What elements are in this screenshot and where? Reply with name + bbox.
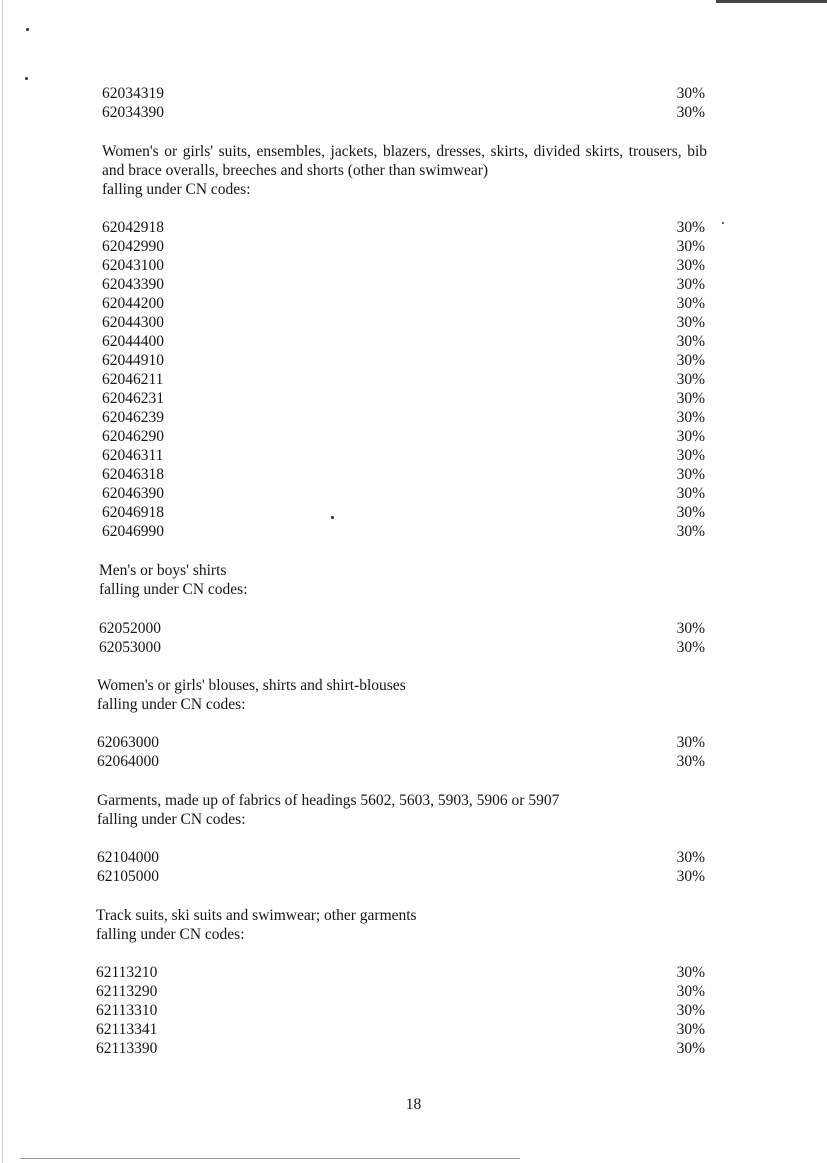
- code-row: [102, 408, 705, 427]
- category-description: Women's or girls' suits, ensembles, jackets, blazers, dresses, skirts, divided skirts, trousers, bib and brace overalls, breeches and shorts (other than swimwear): [102, 143, 707, 179]
- category-description: Women's or girls' blouses, shirts and shirt-blouses: [97, 677, 406, 694]
- cn-code: 62113310: [96, 1002, 158, 1019]
- cn-code: 62043100: [102, 257, 164, 274]
- duty-rate: 30%: [676, 447, 705, 464]
- cn-code: 62113210: [96, 964, 158, 981]
- cn-code: 62042990: [102, 238, 164, 255]
- code-row: [102, 351, 705, 370]
- cn-code: 62046918: [102, 504, 164, 521]
- code-row: [102, 465, 705, 484]
- scan-left-edge: [2, 0, 3, 1163]
- cn-code: 62034390: [102, 104, 164, 121]
- duty-rate: 30%: [676, 504, 705, 521]
- code-row: [102, 522, 705, 541]
- duty-rate: 30%: [676, 620, 705, 637]
- category-description: Men's or boys' shirts: [99, 562, 227, 579]
- category-description: Garments, made up of fabrics of headings 5602, 5603, 5903, 5906 or 5907: [97, 792, 560, 809]
- duty-rate: 30%: [676, 238, 705, 255]
- duty-rate: 30%: [676, 257, 705, 274]
- code-row: [97, 867, 705, 886]
- duty-rate: 30%: [676, 333, 705, 350]
- duty-rate: 30%: [676, 466, 705, 483]
- code-row: [102, 370, 705, 389]
- duty-rate: 30%: [676, 428, 705, 445]
- code-row: [97, 733, 705, 752]
- category-description: Track suits, ski suits and swimwear; other garments: [96, 907, 417, 924]
- cn-code: 62113341: [96, 1021, 158, 1038]
- code-row: [96, 1001, 705, 1020]
- duty-rate: 30%: [676, 868, 705, 885]
- duty-rate: 30%: [676, 964, 705, 981]
- code-row: [96, 963, 705, 982]
- code-row: [102, 103, 705, 122]
- code-row: [102, 313, 705, 332]
- cn-code: 62105000: [97, 868, 159, 885]
- duty-rate: 30%: [676, 276, 705, 293]
- cn-code: 62046390: [102, 485, 164, 502]
- scan-speck: [331, 516, 334, 519]
- duty-rate: 30%: [676, 104, 705, 121]
- duty-rate: 30%: [676, 219, 705, 236]
- cn-codes-label: falling under CN codes:: [99, 581, 248, 598]
- cn-code: 62053000: [99, 639, 161, 656]
- page-number: 18: [405, 1096, 422, 1113]
- duty-rate: 30%: [676, 734, 705, 751]
- cn-code: 62046239: [102, 409, 164, 426]
- code-row: [99, 638, 705, 657]
- cn-code: 62046311: [102, 447, 164, 464]
- cn-code: 62044400: [102, 333, 164, 350]
- cn-codes-label: falling under CN codes:: [102, 181, 251, 198]
- cn-code: 62046211: [102, 371, 164, 388]
- cn-code: 62046990: [102, 523, 164, 540]
- duty-rate: 30%: [676, 409, 705, 426]
- duty-rate: 30%: [676, 849, 705, 866]
- cn-code: 62034319: [102, 85, 164, 102]
- code-row: [102, 84, 705, 103]
- code-row: [102, 484, 705, 503]
- code-row: [97, 752, 705, 771]
- code-row: [102, 237, 705, 256]
- duty-rate: 30%: [676, 352, 705, 369]
- duty-rate: 30%: [676, 295, 705, 312]
- code-row: [102, 332, 705, 351]
- code-row: [99, 619, 705, 638]
- code-row: [102, 503, 705, 522]
- duty-rate: 30%: [676, 390, 705, 407]
- duty-rate: 30%: [676, 371, 705, 388]
- cn-code: 62113290: [96, 983, 158, 1000]
- cn-code: 62113390: [96, 1040, 158, 1057]
- cn-code: 62046231: [102, 390, 164, 407]
- code-row: [102, 427, 705, 446]
- duty-rate: 30%: [676, 1021, 705, 1038]
- scan-bottom-edge: [20, 1158, 520, 1159]
- cn-code: 62044300: [102, 314, 164, 331]
- code-row: [102, 389, 705, 408]
- cn-code: 62043390: [102, 276, 164, 293]
- duty-rate: 30%: [676, 1040, 705, 1057]
- cn-code: 62064000: [97, 753, 159, 770]
- cn-code: 62052000: [99, 620, 161, 637]
- code-row: [102, 218, 705, 237]
- code-row: [97, 848, 705, 867]
- cn-code: 62063000: [97, 734, 159, 751]
- cn-code: 62044200: [102, 295, 164, 312]
- cn-code: 62046290: [102, 428, 164, 445]
- duty-rate: 30%: [676, 753, 705, 770]
- duty-rate: 30%: [676, 85, 705, 102]
- duty-rate: 30%: [676, 523, 705, 540]
- cn-code: 62042918: [102, 219, 164, 236]
- scan-speck: [722, 222, 724, 224]
- code-row: [102, 275, 705, 294]
- duty-rate: 30%: [676, 314, 705, 331]
- cn-code: 62044910: [102, 352, 164, 369]
- code-row: [102, 446, 705, 465]
- code-row: [96, 1020, 705, 1039]
- cn-codes-label: falling under CN codes:: [96, 926, 245, 943]
- code-row: [96, 982, 705, 1001]
- cn-code: 62046318: [102, 466, 164, 483]
- duty-rate: 30%: [676, 485, 705, 502]
- duty-rate: 30%: [676, 983, 705, 1000]
- cn-codes-label: falling under CN codes:: [97, 811, 246, 828]
- code-row: [102, 294, 705, 313]
- code-row: [96, 1039, 705, 1058]
- cn-code: 62104000: [97, 849, 159, 866]
- cn-codes-label: falling under CN codes:: [97, 696, 246, 713]
- scan-speck: [25, 77, 28, 80]
- code-row: [102, 256, 705, 275]
- scan-speck: [26, 28, 29, 31]
- scan-edge-mark: [716, 0, 827, 3]
- duty-rate: 30%: [676, 639, 705, 656]
- duty-rate: 30%: [676, 1002, 705, 1019]
